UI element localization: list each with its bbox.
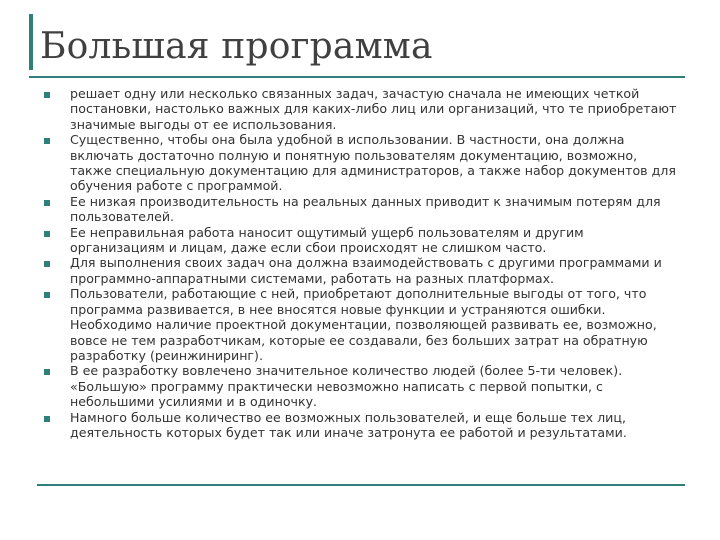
bullet-item (40, 225, 680, 256)
footer-divider (37, 484, 685, 486)
square-bullet-icon (44, 200, 50, 206)
bullet-text: Существенно, чтобы она была удобной в использовании. В частности, она должна включать достаточно полную и понятную пользователям документацию, возможно, также специальную документацию для администраторов, а также набор документов для обучения работе с программой. (70, 132, 676, 194)
square-bullet-icon (44, 416, 50, 422)
bullet-item (40, 286, 680, 363)
bullet-item (40, 255, 680, 286)
bullet-list (40, 86, 680, 440)
square-bullet-icon (44, 369, 50, 375)
square-bullet-icon (44, 92, 50, 98)
title-divider (29, 76, 685, 78)
bullet-item (40, 363, 680, 409)
bullet-text: Намного больше количество ее возможных пользователей, и еще больше тех лиц, деятельность которых будет так или иначе затронута ее работой и результатами. (70, 409, 627, 440)
bullet-text: решает одну или несколько связанных задач, зачастую сначала не имеющих четкой постановки, настолько важных для каких-либо лиц или организаций, что те приобретают значимые выгоды от ее использования. (70, 86, 677, 132)
bullet-text: Ее неправильная работа наносит ощутимый ущерб пользователям и другим организациям и лицам, даже если сбои происходят не слишком часто. (70, 224, 584, 256)
title-accent-bar (29, 14, 33, 70)
square-bullet-icon (44, 231, 50, 237)
square-bullet-icon (44, 138, 50, 144)
bullet-item (40, 86, 680, 132)
square-bullet-icon (44, 261, 50, 267)
bullet-text: В ее разработку вовлечено значительное количество людей (более 5-ти человек). «Большую» программу практически невозможно написать с первой попытки, с небольшими усилиями и в одиночку. (70, 363, 623, 410)
slide-title: Большая программа (40, 26, 433, 67)
bullet-item (40, 194, 680, 225)
square-bullet-icon (44, 292, 50, 298)
bullet-item (40, 410, 680, 441)
bullet-text: Пользователи, работающие с ней, приобретают дополнительные выгоды от того, что программа развивается, в нее вносятся новые функции и устраняются ошибки. Необходимо наличие проектной документации, позволяющей развивать ее, возможно, вовсе не тем разработчикам, которые ее создавали, без больших затрат на обратную разработку (реинжиниринг). (70, 286, 657, 363)
bullet-item (40, 132, 680, 194)
bullet-text: Для выполнения своих задач она должна взаимодействовать с другими программами и программно-аппаратными системами, работать на разных платформах. (70, 255, 662, 286)
bullet-text: Ее низкая производительность на реальных данных приводит к значимым потерям для пользователей. (70, 193, 661, 225)
